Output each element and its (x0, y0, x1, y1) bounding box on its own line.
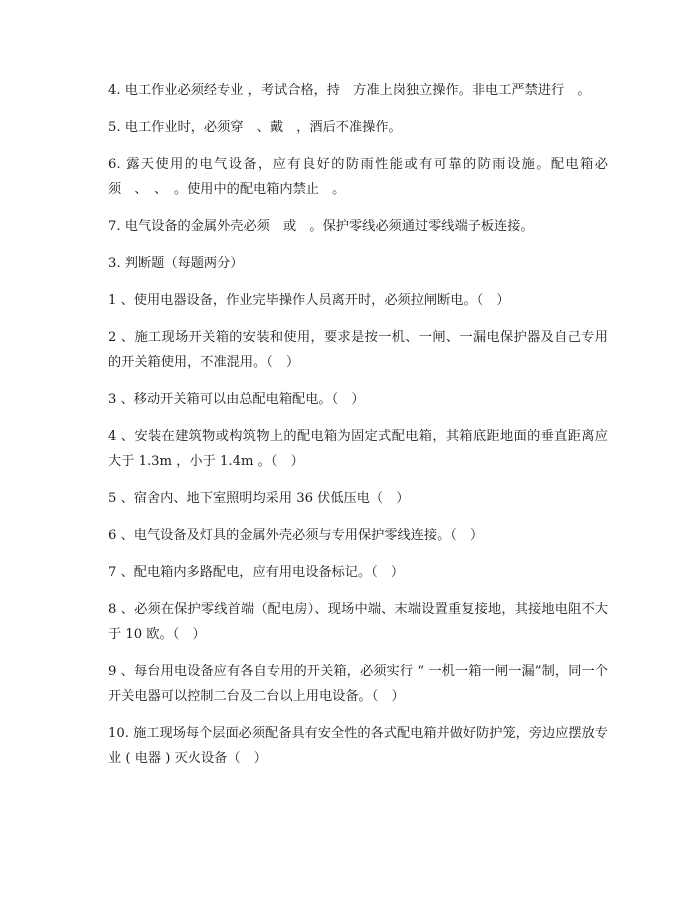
question-item: 4 、安装在建筑物或构筑物上的配电箱为固定式配电箱，其箱底距地面的垂直距离应大于 1.3m ，小于 1.4m 。（ ） (108, 429, 608, 469)
question-item: 7. 电气设备的金属外壳必须 或 。保护零线必须通过零线端子板连接。 (108, 219, 534, 234)
question-item: 6. 露天使用的电气设备，应有良好的防雨性能或有可靠的防雨设施。配电箱必须 、 、 。使用中的配电箱内禁止 。 (108, 157, 608, 197)
question-item: 3 、移动开关箱可以由总配电箱配电。（ ） (108, 392, 365, 407)
section-heading: 3. 判断题（每题两分） (108, 256, 244, 271)
question-item: 4. 电工作业必须经专业 ，考试合格，持 方准上岗独立操作。非电工严禁进行 。 (108, 83, 591, 98)
question-item: 5 、宿舍内、地下室照明均采用 36 伏低压电（ ） (108, 491, 410, 506)
question-item: 2 、施工现场开关箱的安装和使用，要求是按一机、一闸、一漏电保护器及自己专用的开关箱使用，不准混用。（ ） (108, 330, 608, 370)
content-body (108, 78, 608, 771)
question-item: 9 、每台用电设备应有各自专用的开关箱，必须实行 “ 一机一箱一闸一漏”制，同一个开关电器可以控制二台及二台以上用电设备。（ ） (108, 664, 608, 704)
question-item: 10. 施工现场每个层面必须配备具有安全性的各式配电箱并做好防护笼，旁边应摆放专业 ( 电器 ) 灭火设备（ ） (108, 726, 608, 766)
question-item: 1 、使用电器设备，作业完毕操作人员离开时，必须拉闸断电。（ ） (108, 293, 510, 308)
question-item: 5. 电工作业时，必须穿 、戴 ，酒后不准操作。 (108, 120, 402, 135)
question-item: 8 、必须在保护零线首端（配电房）、现场中端、末端设置重复接地，其接地电阻不大于 10 欧。（ ） (108, 602, 608, 642)
question-item: 6 、电气设备及灯具的金属外壳必须与专用保护零线连接。（ ） (108, 528, 484, 543)
question-item: 7 、配电箱内多路配电，应有用电设备标记。（ ） (108, 565, 405, 580)
